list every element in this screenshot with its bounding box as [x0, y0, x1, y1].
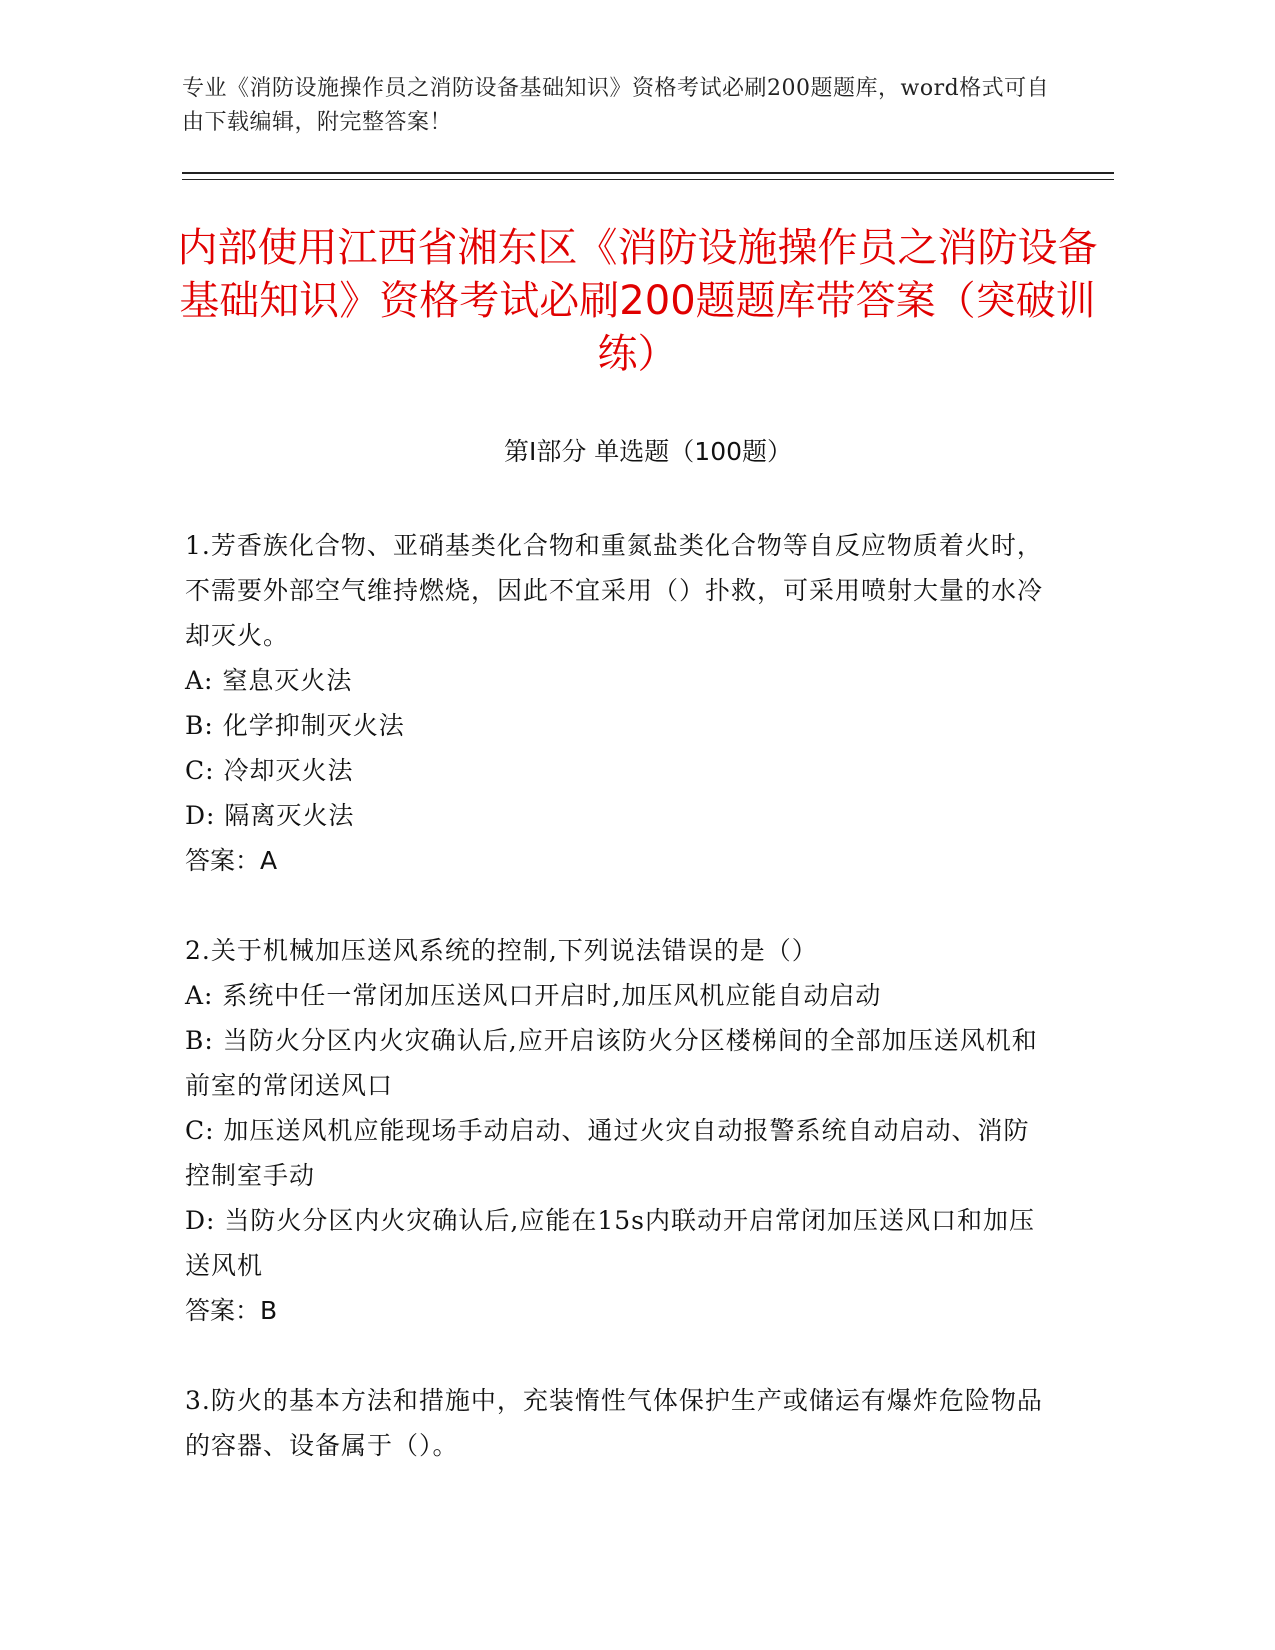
option-d: D: 隔离灭火法 [185, 801, 355, 830]
question-stem: 2.关于机械加压送风系统的控制,下列说法错误的是（） [185, 936, 818, 965]
option-a: A: 系统中任一常闭加压送风口开启时,加压风机应能自动启动 [185, 981, 882, 1010]
question-3 [185, 1378, 1055, 1468]
question-1 [185, 523, 1055, 883]
question-2 [185, 928, 1055, 1333]
option-c: C: 加压送风机应能现场手动启动、通过火灾自动报警系统自动启动、消防控制室手动 [185, 1116, 1030, 1190]
question-stem: 3.防火的基本方法和措施中，充装惰性气体保护生产或储运有爆炸危险物品的容器、设备属于（）。 [185, 1386, 1043, 1460]
option-c: C: 冷却灭火法 [185, 756, 354, 785]
option-d: D: 当防火分区内火灾确认后,应能在15s内联动开启常闭加压送风口和加压送风机 [185, 1206, 1036, 1280]
question-stem: 1.芳香族化合物、亚硝基类化合物和重氮盐类化合物等自反应物质着火时，不需要外部空气维持燃烧，因此不宜采用（）扑救，可采用喷射大量的水冷却灭火。 [185, 531, 1044, 650]
option-a: A: 窒息灭火法 [185, 666, 353, 695]
header-note: 专业《消防设施操作员之消防设备基础知识》资格考试必刷200题题库，word格式可自由下载编辑，附完整答案！ [182, 76, 1050, 135]
question-answer: 答案：A [185, 846, 278, 875]
option-b: B: 化学抑制灭火法 [185, 711, 405, 740]
section-title: 第Ⅰ部分 单选题（100题） [503, 437, 793, 466]
document-title: 内部使用江西省湘东区《消防设施操作员之消防设备基础知识》资格考试必刷200题题库带答案（突破训练） [177, 225, 1098, 377]
question-list [185, 523, 1055, 1513]
question-answer: 答案：B [185, 1296, 278, 1325]
header-divider-thick [182, 172, 1114, 174]
option-b: B: 当防火分区内火灾确认后,应开启该防火分区楼梯间的全部加压送风机和前室的常闭送风口 [185, 1026, 1038, 1100]
header-divider-thin [182, 179, 1114, 180]
